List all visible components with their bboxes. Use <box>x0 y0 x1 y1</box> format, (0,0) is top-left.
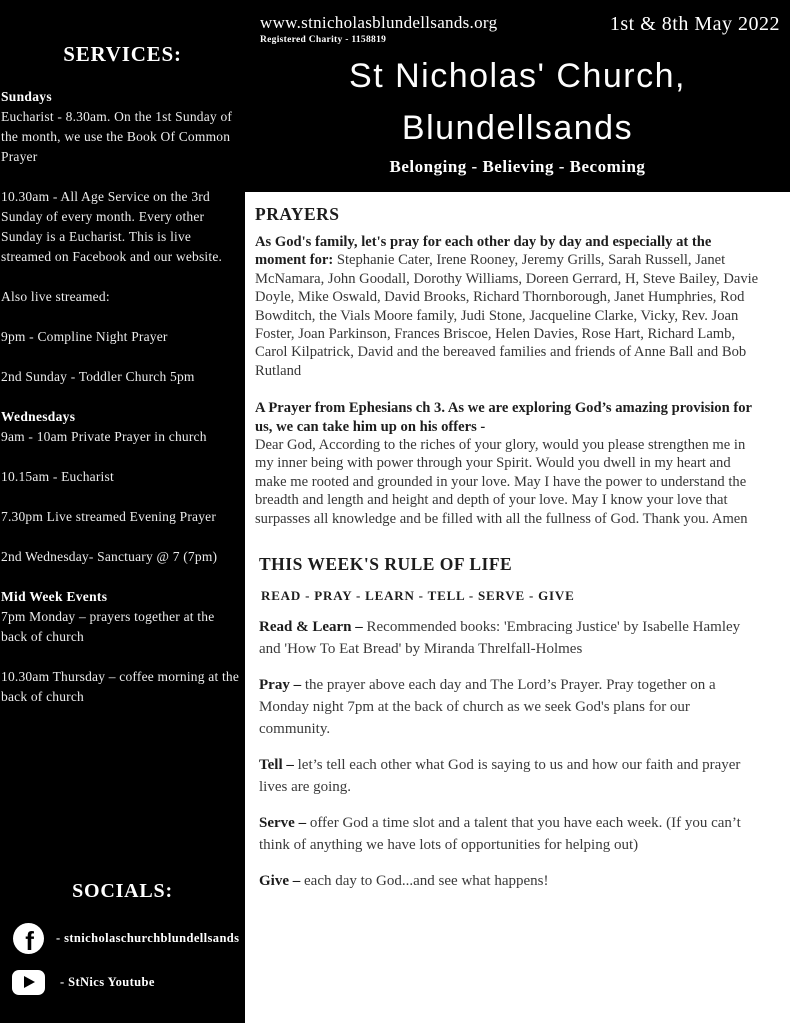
page-title-line2: Blundellsands <box>401 109 634 147</box>
prayers-intro-lead: As God's family, let's pray for each other day by day and especially at the moment for: <box>255 234 712 269</box>
header <box>245 0 790 192</box>
service-item <box>1 467 243 487</box>
rule-item-label: Tell – <box>259 757 294 774</box>
prayers-intro <box>255 233 762 380</box>
rule-item-text: let’s tell each other what God is saying to us and how our faith and prayer lives are going. <box>259 757 741 796</box>
rule-item-give <box>259 870 762 892</box>
ephesians-heading: A Prayer from Ephesians ch 3. As we are exploring God’s amazing provision for us, we can take him up on his offers - <box>255 400 752 435</box>
services-heading: SERVICES: <box>63 42 182 66</box>
header-left <box>260 13 497 45</box>
service-item <box>1 327 243 347</box>
page-title <box>245 50 790 154</box>
header-top <box>245 0 790 45</box>
main-panel <box>245 192 790 1023</box>
service-item <box>1 287 243 307</box>
youtube-icon <box>12 970 45 995</box>
service-item-title: Wednesdays <box>1 409 76 424</box>
service-item-text: 9am - 10am Private Prayer in church <box>1 429 207 444</box>
service-item-text: 7.30pm Live streamed Evening Prayer <box>1 509 217 524</box>
charity-number: Registered Charity - 1158819 <box>260 35 387 45</box>
rule-item-tell <box>259 754 762 798</box>
service-item-text: Also live streamed: <box>1 289 110 304</box>
services-list <box>0 87 245 707</box>
site-url[interactable]: www.stnicholasblundellsands.org <box>260 13 498 32</box>
facebook-label: - stnicholaschurchblundellsands <box>56 930 240 945</box>
service-item-text: 9pm - Compline Night Prayer <box>1 329 168 344</box>
service-item <box>1 507 243 527</box>
service-item-text: 10.15am - Eucharist <box>1 469 114 484</box>
prayer-names: Stephanie Cater, Irene Rooney, Jeremy Grills, Sarah Russell, Janet McNamara, John Goodall, Dorothy Williams, Doreen Gerrard, H, Steve Bailey, Davie Doyle, Mike Oswald, David Brooks, Richard Thornborough, Janet Humphries, Rod Bowditch, the Vials Moore family, Judi Stone, Jacqueline Clarke, Vicky, Rev. Joan Foster, Joan Parkinson, Frances Briscoe, Helen Davies, Rose Hart, Richard Lamb, Carol Kilpatrick, David and the bereaved families and friends of Anne Ball and Bob Rutland <box>255 252 759 379</box>
service-item-title: Mid Week Events <box>1 589 108 604</box>
tagline: Belonging - Believing - Becoming <box>389 157 646 176</box>
service-item <box>1 667 243 707</box>
socials-heading: SOCIALS: <box>72 880 173 902</box>
rule-item-text: each day to God...and see what happens! <box>300 873 549 890</box>
service-item-text: 10.30am Thursday – coffee morning at the back of church <box>1 669 240 704</box>
rule-item-label: Read & Learn – <box>259 619 363 636</box>
service-item <box>1 367 243 387</box>
service-item-wednesdays <box>1 407 243 447</box>
page-title-line1: St Nicholas' Church, <box>349 57 686 95</box>
service-item <box>1 547 243 567</box>
rule-item-text: the prayer above each day and The Lord’s Prayer. Pray together on a Monday night 7pm at the back of church as we seek God's plans for our community. <box>259 677 716 738</box>
service-item-text: 10.30am - All Age Service on the 3rd Sunday of every month. Every other Sunday is a Eucharist. This is live streamed on Facebook and our website. <box>1 189 223 264</box>
youtube-link[interactable] <box>0 965 245 999</box>
service-item-text: Eucharist - 8.30am. On the 1st Sunday of the month, we use the Book Of Common Prayer <box>1 109 233 164</box>
rule-item-label: Give – <box>259 873 301 890</box>
rule-item-pray <box>259 674 762 740</box>
facebook-icon: f <box>13 923 44 954</box>
rule-subheading: READ - PRAY - LEARN - TELL - SERVE - GIVE <box>261 588 575 604</box>
rule-item-label: Pray – <box>259 677 302 694</box>
rule-item-text: offer God a time slot and a talent that you have each week. (If you can’t think of anything we have lots of opportunities for helping out) <box>259 815 741 854</box>
rule-item-text: Recommended books: 'Embracing Justice' by Isabelle Hamley and 'How To Eat Bread' by Miranda Threlfall-Holmes <box>259 619 741 658</box>
ephesians-prayer: Dear God, According to the riches of your glory, would you please strengthen me in my inner being with power through your Spirit. Would you dwell in my heart and make me rooted and grounded in your love. May I have the power to understand the breadth and length and height and depth of your love. May I know your love that surpasses all knowledge and be filled with all the fullness of God. Thank you. Amen <box>255 437 748 527</box>
service-item-title: Sundays <box>1 89 52 104</box>
rule-heading: THIS WEEK'S RULE OF LIFE <box>259 554 513 575</box>
service-item-midweek <box>1 587 243 647</box>
service-item <box>1 187 243 267</box>
issue-date: 1st & 8th May 2022 <box>609 13 780 35</box>
service-item-text: 7pm Monday – prayers together at the back of church <box>1 609 215 644</box>
facebook-link[interactable] <box>0 921 245 955</box>
prayers-heading: PRAYERS <box>255 204 340 224</box>
youtube-label: - StNics Youtube <box>60 974 155 989</box>
service-item-sundays <box>1 87 243 167</box>
sidebar <box>0 0 245 1023</box>
rule-item-read-learn <box>259 616 762 660</box>
service-item-text: 2nd Sunday - Toddler Church 5pm <box>1 369 195 384</box>
prayers-section <box>255 204 762 528</box>
rule-item-serve <box>259 812 762 856</box>
socials-section <box>0 880 245 1009</box>
service-item-text: 2nd Wednesday- Sanctuary @ 7 (7pm) <box>1 549 218 564</box>
rule-item-label: Serve – <box>259 815 307 832</box>
rule-of-life-section <box>255 554 762 892</box>
